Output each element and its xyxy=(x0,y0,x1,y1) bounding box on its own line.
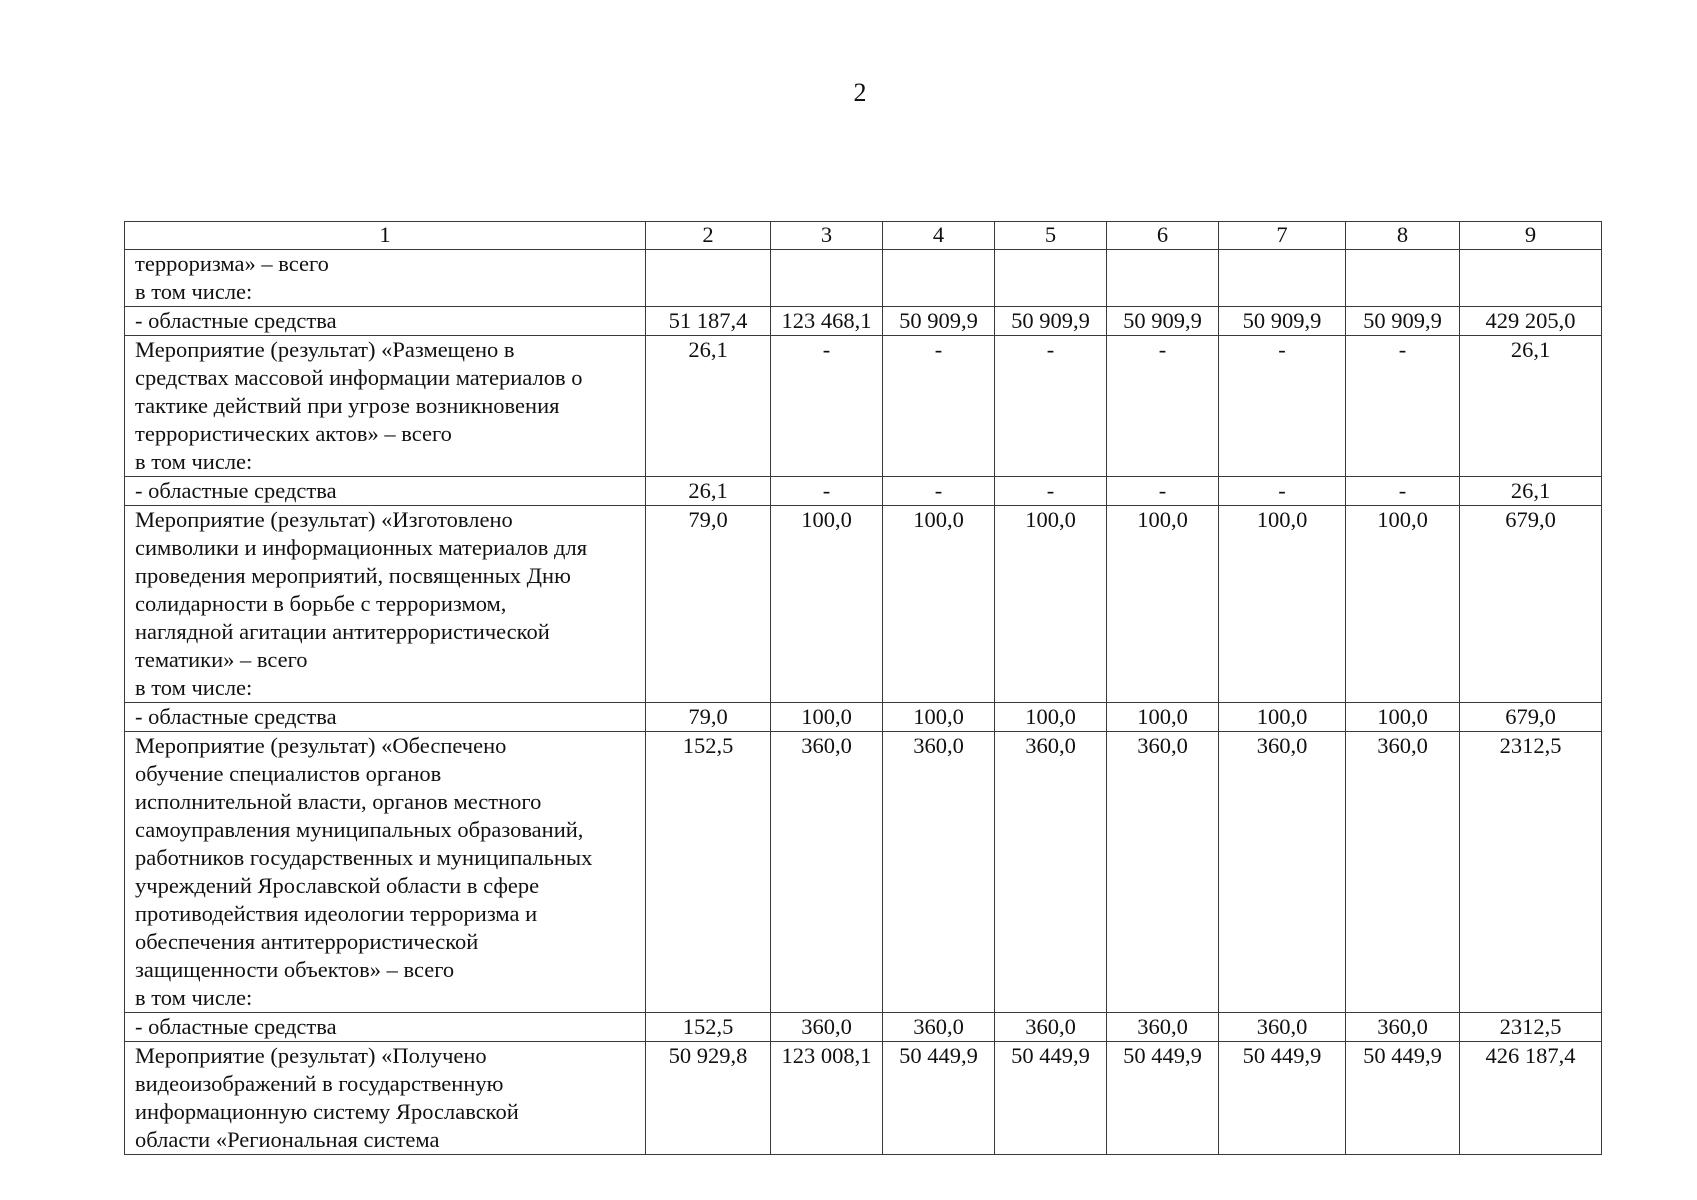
value-cell: - xyxy=(995,336,1107,477)
value-cell xyxy=(1107,250,1219,307)
total-cell: 2312,5 xyxy=(1460,732,1602,1013)
column-number-5: 5 xyxy=(995,222,1107,250)
value-cell: 50 449,9 xyxy=(1346,1042,1460,1155)
column-number-3: 3 xyxy=(771,222,883,250)
total-cell: 679,0 xyxy=(1460,703,1602,732)
column-number-8: 8 xyxy=(1346,222,1460,250)
row-label: Мероприятие (результат) «Размещено в средствах массовой информации материалов о тактике действий при угрозе возникновения террористических актов» – всего в том числе: xyxy=(125,336,646,477)
value-cell: 360,0 xyxy=(1107,1013,1219,1042)
total-cell: 679,0 xyxy=(1460,506,1602,703)
value-cell: - xyxy=(883,336,995,477)
value-cell: - xyxy=(771,336,883,477)
table-row xyxy=(125,307,1602,336)
table-row xyxy=(125,336,1602,477)
value-cell: 360,0 xyxy=(1346,1013,1460,1042)
value-cell: 360,0 xyxy=(1346,732,1460,1013)
table-body xyxy=(125,250,1602,1155)
table-row xyxy=(125,506,1602,703)
value-cell: 360,0 xyxy=(771,1013,883,1042)
value-cell: 50 449,9 xyxy=(1219,1042,1346,1155)
value-cell: 100,0 xyxy=(1107,506,1219,703)
total-cell: 26,1 xyxy=(1460,336,1602,477)
value-cell: 50 909,9 xyxy=(1107,307,1219,336)
value-cell: 26,1 xyxy=(646,336,771,477)
value-cell: 79,0 xyxy=(646,703,771,732)
value-cell: 100,0 xyxy=(883,703,995,732)
value-cell: 360,0 xyxy=(883,1013,995,1042)
column-number-6: 6 xyxy=(1107,222,1219,250)
row-label: Мероприятие (результат) «Обеспечено обучение специалистов органов исполнительной власти, органов местного самоуправления муниципальных образований, работников государственных и муниципальных учреждений Ярославской области в сфере противодействия идеологии терроризма и обеспечения антитеррористической защищенности объектов» – всего в том числе: xyxy=(125,732,646,1013)
value-cell: 50 909,9 xyxy=(1346,307,1460,336)
value-cell xyxy=(883,250,995,307)
value-cell: 123 468,1 xyxy=(771,307,883,336)
row-label: Мероприятие (результат) «Получено видеоизображений в государственную информационную систему Ярославской области «Региональная система xyxy=(125,1042,646,1155)
row-label: терроризма» – всего в том числе: xyxy=(125,250,646,307)
value-cell: 50 909,9 xyxy=(1219,307,1346,336)
value-cell: - xyxy=(883,477,995,506)
page-number: 2 xyxy=(853,78,867,107)
value-cell: 152,5 xyxy=(646,1013,771,1042)
value-cell xyxy=(646,250,771,307)
table-header xyxy=(125,222,1602,250)
value-cell: 100,0 xyxy=(771,506,883,703)
value-cell: 100,0 xyxy=(1346,703,1460,732)
value-cell: 360,0 xyxy=(995,732,1107,1013)
value-cell: 50 909,9 xyxy=(995,307,1107,336)
column-number-4: 4 xyxy=(883,222,995,250)
row-label: - областные средства xyxy=(125,703,646,732)
table-row xyxy=(125,1013,1602,1042)
value-cell: 79,0 xyxy=(646,506,771,703)
value-cell: 26,1 xyxy=(646,477,771,506)
value-cell: 50 909,9 xyxy=(883,307,995,336)
value-cell: 360,0 xyxy=(995,1013,1107,1042)
value-cell: 100,0 xyxy=(1346,506,1460,703)
value-cell: - xyxy=(771,477,883,506)
value-cell: 100,0 xyxy=(1219,703,1346,732)
value-cell: - xyxy=(1346,336,1460,477)
value-cell xyxy=(995,250,1107,307)
total-cell: 2312,5 xyxy=(1460,1013,1602,1042)
row-label: - областные средства xyxy=(125,307,646,336)
value-cell: 50 449,9 xyxy=(883,1042,995,1155)
table-row xyxy=(125,703,1602,732)
budget-table xyxy=(124,221,1602,1155)
total-cell: 429 205,0 xyxy=(1460,307,1602,336)
value-cell: 100,0 xyxy=(995,506,1107,703)
value-cell: 123 008,1 xyxy=(771,1042,883,1155)
table-row xyxy=(125,477,1602,506)
total-cell: 26,1 xyxy=(1460,477,1602,506)
value-cell: - xyxy=(1219,336,1346,477)
value-cell: - xyxy=(1219,477,1346,506)
row-label: Мероприятие (результат) «Изготовлено символики и информационных материалов для проведения мероприятий, посвященных Дню солидарности в борьбе с терроризмом, наглядной агитации антитеррористической тематики» – всего в том числе: xyxy=(125,506,646,703)
value-cell: 50 449,9 xyxy=(995,1042,1107,1155)
value-cell: - xyxy=(1107,477,1219,506)
value-cell: - xyxy=(1346,477,1460,506)
value-cell: 100,0 xyxy=(771,703,883,732)
value-cell: 100,0 xyxy=(995,703,1107,732)
column-number-9: 9 xyxy=(1460,222,1602,250)
total-cell xyxy=(1460,250,1602,307)
value-cell xyxy=(1219,250,1346,307)
value-cell: 51 187,4 xyxy=(646,307,771,336)
value-cell: - xyxy=(1107,336,1219,477)
row-label: - областные средства xyxy=(125,1013,646,1042)
value-cell: 50 449,9 xyxy=(1107,1042,1219,1155)
table-row xyxy=(125,250,1602,307)
column-number-1: 1 xyxy=(125,222,646,250)
value-cell: 100,0 xyxy=(883,506,995,703)
value-cell: 360,0 xyxy=(1219,1013,1346,1042)
value-cell: 360,0 xyxy=(883,732,995,1013)
value-cell: 152,5 xyxy=(646,732,771,1013)
header-row xyxy=(125,222,1602,250)
column-number-2: 2 xyxy=(646,222,771,250)
value-cell: 100,0 xyxy=(1107,703,1219,732)
value-cell: 50 929,8 xyxy=(646,1042,771,1155)
total-cell: 426 187,4 xyxy=(1460,1042,1602,1155)
value-cell: 360,0 xyxy=(1107,732,1219,1013)
column-number-7: 7 xyxy=(1219,222,1346,250)
value-cell: 360,0 xyxy=(771,732,883,1013)
value-cell: 360,0 xyxy=(1219,732,1346,1013)
value-cell xyxy=(771,250,883,307)
row-label: - областные средства xyxy=(125,477,646,506)
value-cell: - xyxy=(995,477,1107,506)
table-row xyxy=(125,732,1602,1013)
value-cell xyxy=(1346,250,1460,307)
table-row xyxy=(125,1042,1602,1155)
value-cell: 100,0 xyxy=(1219,506,1346,703)
